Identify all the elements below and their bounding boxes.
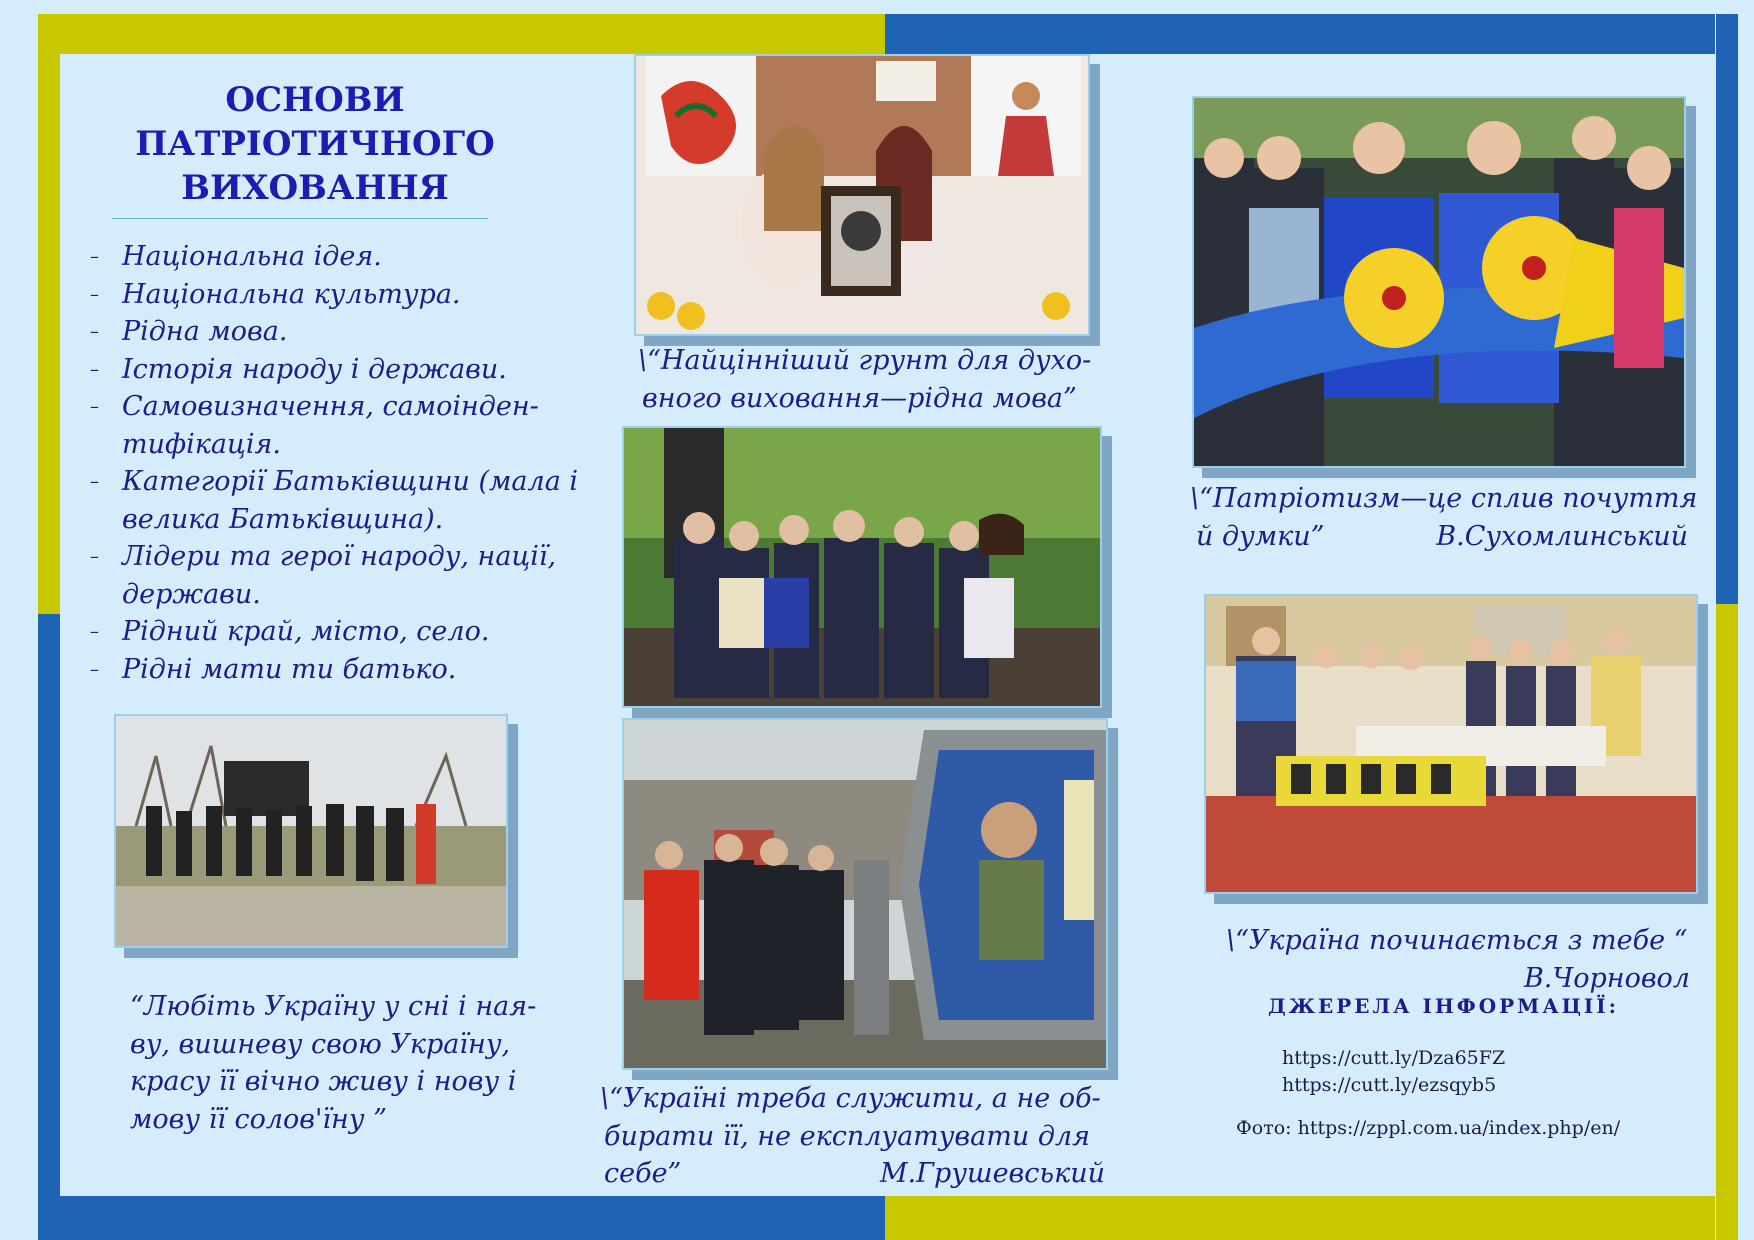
list-item: – Рідний край, місто, село. <box>90 613 590 651</box>
title-divider <box>112 218 488 219</box>
frame-left-blue <box>38 614 60 1240</box>
photo-group-with-veteran <box>622 426 1102 708</box>
quote-hrushevsky <box>600 1080 1105 1193</box>
quote-author: В.Чорновол <box>1523 962 1690 994</box>
frame-top-yellow <box>40 14 885 54</box>
photo-girls-portrait <box>634 54 1090 336</box>
photo-students-exhibition <box>1204 594 1698 894</box>
sources-title: ДЖЕРЕЛА ІНФОРМАЦІЇ: <box>1268 994 1620 1018</box>
title-line-3: ВИХОВАННЯ <box>181 168 449 208</box>
frame-top-blue <box>885 14 1715 54</box>
quote-line: бирати її, не експлуатувати для <box>604 1120 1090 1152</box>
frame-right-blue <box>1716 14 1738 604</box>
quote-chornovol <box>1226 922 1690 997</box>
quote-line: ву, вишневу свою Україну, <box>130 1028 511 1060</box>
quote-line: \“Найцінніший грунт для духо- <box>638 345 1092 376</box>
quote-line: себе” <box>604 1158 682 1189</box>
quote-line: й думки” <box>1196 520 1325 552</box>
list-item: – Історія народу і держави. <box>90 351 590 389</box>
photo-credit: Фото: https://zppl.com.ua/index.php/en/ <box>1236 1117 1621 1139</box>
list-item: – Категорії Батьківщини (мала і велика Батьківщина). <box>90 463 592 538</box>
photo-memorial-plaque <box>622 718 1108 1070</box>
frame-right-yellow <box>1716 604 1738 1240</box>
frame-bottom-yellow <box>885 1196 1715 1240</box>
quote-love-ukraine <box>130 988 590 1138</box>
list-item: – Самовизначення, самоінден-тифікація. <box>90 388 552 463</box>
quote-author: М.Грушевський <box>879 1158 1105 1189</box>
quote-line: \“Патріотизм—це сплив почуття <box>1190 483 1698 514</box>
quote-native-language <box>638 342 1098 417</box>
quote-line: “Любіть Україну у сні і ная- <box>130 991 537 1022</box>
quote-line: красу її вічно живу і нову і <box>130 1066 517 1097</box>
list-item: – Лідери та герої народу, нації, держави. <box>90 538 592 613</box>
source-link[interactable]: https://cutt.ly/ezsqyb5 <box>1282 1074 1497 1096</box>
quote-sukhomlynsky <box>1190 480 1700 555</box>
list-item: – Національна культура. <box>90 276 590 314</box>
principles-list <box>90 238 590 688</box>
list-item: – Рідна мова. <box>90 313 590 351</box>
title-line-2: ПАТРІОТИЧНОГО <box>135 124 495 164</box>
source-link[interactable]: https://cutt.ly/Dza65FZ <box>1282 1047 1506 1069</box>
page-title <box>100 78 530 210</box>
quote-line: \“Україна починається з тебе “ <box>1226 925 1688 956</box>
quote-author: В.Сухомлинський <box>1436 520 1688 552</box>
frame-bottom-blue <box>40 1196 885 1240</box>
list-item: – Рідні мати ти батько. <box>90 651 590 689</box>
photo-group-at-sign <box>114 714 508 948</box>
quote-line: \“Україні треба служити, а не об- <box>600 1083 1101 1114</box>
title-line-1: ОСНОВИ <box>225 80 405 120</box>
frame-left-yellow <box>38 14 60 614</box>
quote-line: мову її солов'їну ” <box>130 1103 387 1135</box>
photo-students-with-flag <box>1192 96 1686 468</box>
list-item: – Національна ідея. <box>90 238 590 276</box>
quote-line: вного виховання—рідна мова” <box>642 382 1077 414</box>
